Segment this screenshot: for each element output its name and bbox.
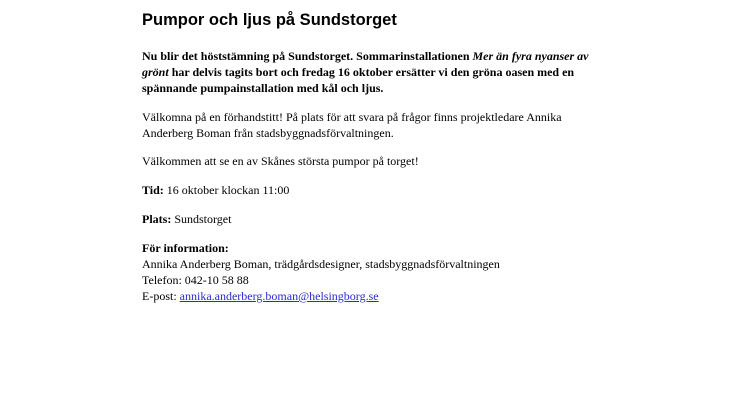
place-info [142,211,612,227]
lead-text-end: har delvis tagits bort och fredag 16 oktober ersätter vi den gröna oasen med en spännande pumpainstallation med kål och ljus. [142,65,575,95]
email-link[interactable]: annika.anderberg.boman@helsingborg.se [179,289,379,303]
lead-paragraph [142,48,612,96]
pumpkin-paragraph: Välkommen att se en av Skånes största pumpor på torget! [142,154,419,168]
time-label: Tid: [142,183,164,197]
time-value: 16 oktober klockan 11:00 [163,183,290,197]
page-title: Pumpor och ljus på Sundstorget [142,11,397,29]
time-info [142,182,612,198]
welcome-paragraph: Välkomna på en förhandstitt! På plats för att svara på frågor finns projektledare Annika Anderberg Boman från stadsbyggnadsförvaltningen. [142,110,562,140]
lead-text-start: Nu blir det höststämning på Sundstorget. Sommarinstallationen [142,49,473,63]
installation-name: Mer än fyra nyanser av grönt [142,49,589,79]
email-prefix: E-post: [142,289,180,303]
contact-info [142,240,612,304]
contact-phone: Telefon: 042-10 58 88 [142,273,249,287]
contact-email-line [142,288,612,304]
place-value: Sundstorget [171,212,232,226]
contact-name: Annika Anderberg Boman, trädgårdsdesigner, stadsbyggnadsförvaltningen [142,257,500,271]
contact-label: För information: [142,241,229,255]
place-label: Plats: [142,212,172,226]
